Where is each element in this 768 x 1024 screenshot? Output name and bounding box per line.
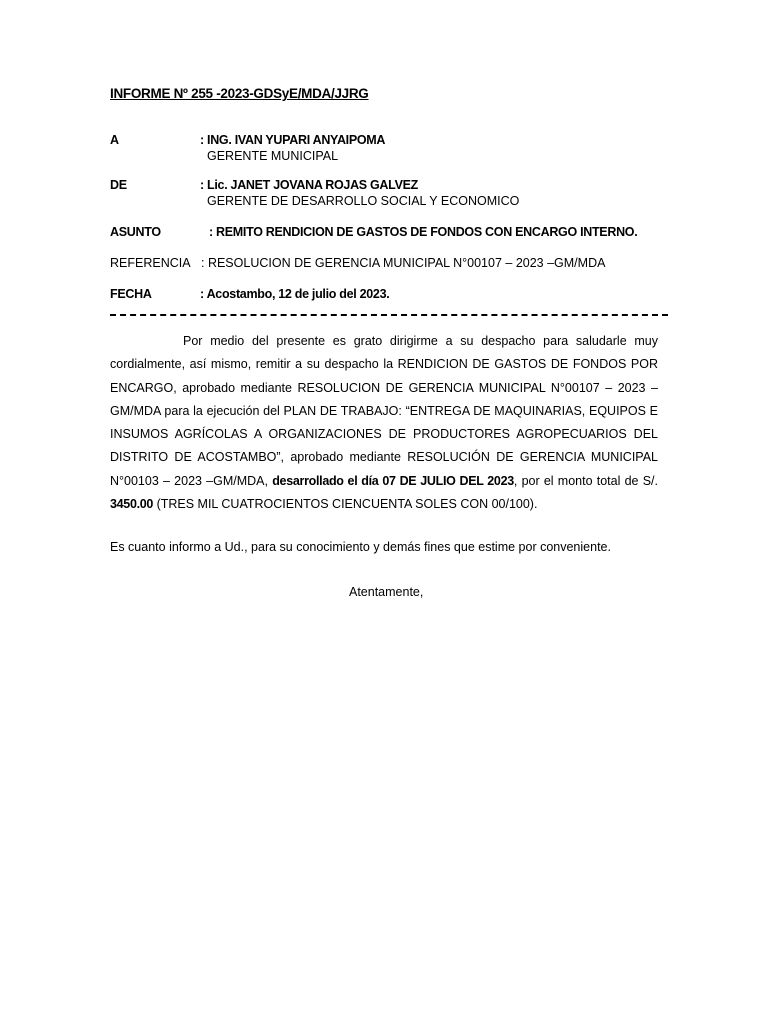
closing-statement: Es cuanto informo a Ud., para su conocimiento y demás fines que estime por conveniente.	[110, 540, 611, 554]
from-position: GERENTE DE DESARROLLO SOCIAL Y ECONOMICO	[207, 194, 520, 208]
date-label: FECHA	[110, 287, 152, 301]
report-title: INFORME Nº 255 -2023-GDSyE/MDA/JJRG	[110, 86, 369, 101]
body-text-3: (TRES MIL CUATROCIENTOS CIENCUENTA SOLES CON 00/100).	[156, 497, 538, 512]
body-bold-date: desarrollado el día 07 DE JULIO DEL 2023	[272, 473, 514, 488]
body-text-2: , por el monto total de S/.	[513, 473, 658, 488]
to-name: : ING. IVAN YUPARI ANYAIPOMA	[200, 133, 386, 147]
body-amount: 3450.00	[110, 497, 154, 512]
body-text-1: Por medio del presente es grato dirigirme a su despacho para saludarle muy cordialmente, así mismo, remitir a su despacho la RENDICION DE GASTOS DE FONDOS POR ENCARGO, aprobado mediante RESOLUCION DE GERENCIA MUNICIPAL N°00107 – 2023 –GM/MDA para la ejecución del PLAN DE TRABAJO: “ENTREGA DE MAQUINARIAS, EQUIPOS E INSUMOS AGRÍCOLAS A ORGANIZACIONES DE PRODUCTORES AGROPECUARIOS DEL DISTRITO DE ACOSTAMBO”, aprobado mediante RESOLUCIÓN DE GERENCIA MUNICIPAL N°00103 – 2023 –GM/MDA,	[110, 334, 658, 488]
reference-value: : RESOLUCION DE GERENCIA MUNICIPAL N°00107 – 2023 –GM/MDA	[201, 256, 606, 270]
reference-label: REFERENCIA	[110, 256, 191, 270]
from-label: DE	[110, 178, 127, 192]
subject-label: ASUNTO	[110, 225, 161, 239]
subject-value: : REMITO RENDICION DE GASTOS DE FONDOS CON ENCARGO INTERNO.	[209, 225, 638, 239]
to-position: GERENTE MUNICIPAL	[207, 149, 339, 163]
closing-salutation: Atentamente,	[349, 585, 424, 599]
from-name: : Lic. JANET JOVANA ROJAS GALVEZ	[200, 178, 418, 192]
to-label: A	[110, 133, 119, 147]
body-paragraph	[110, 330, 658, 516]
date-value: : Acostambo, 12 de julio del 2023.	[200, 287, 390, 301]
dashed-separator	[110, 314, 668, 316]
